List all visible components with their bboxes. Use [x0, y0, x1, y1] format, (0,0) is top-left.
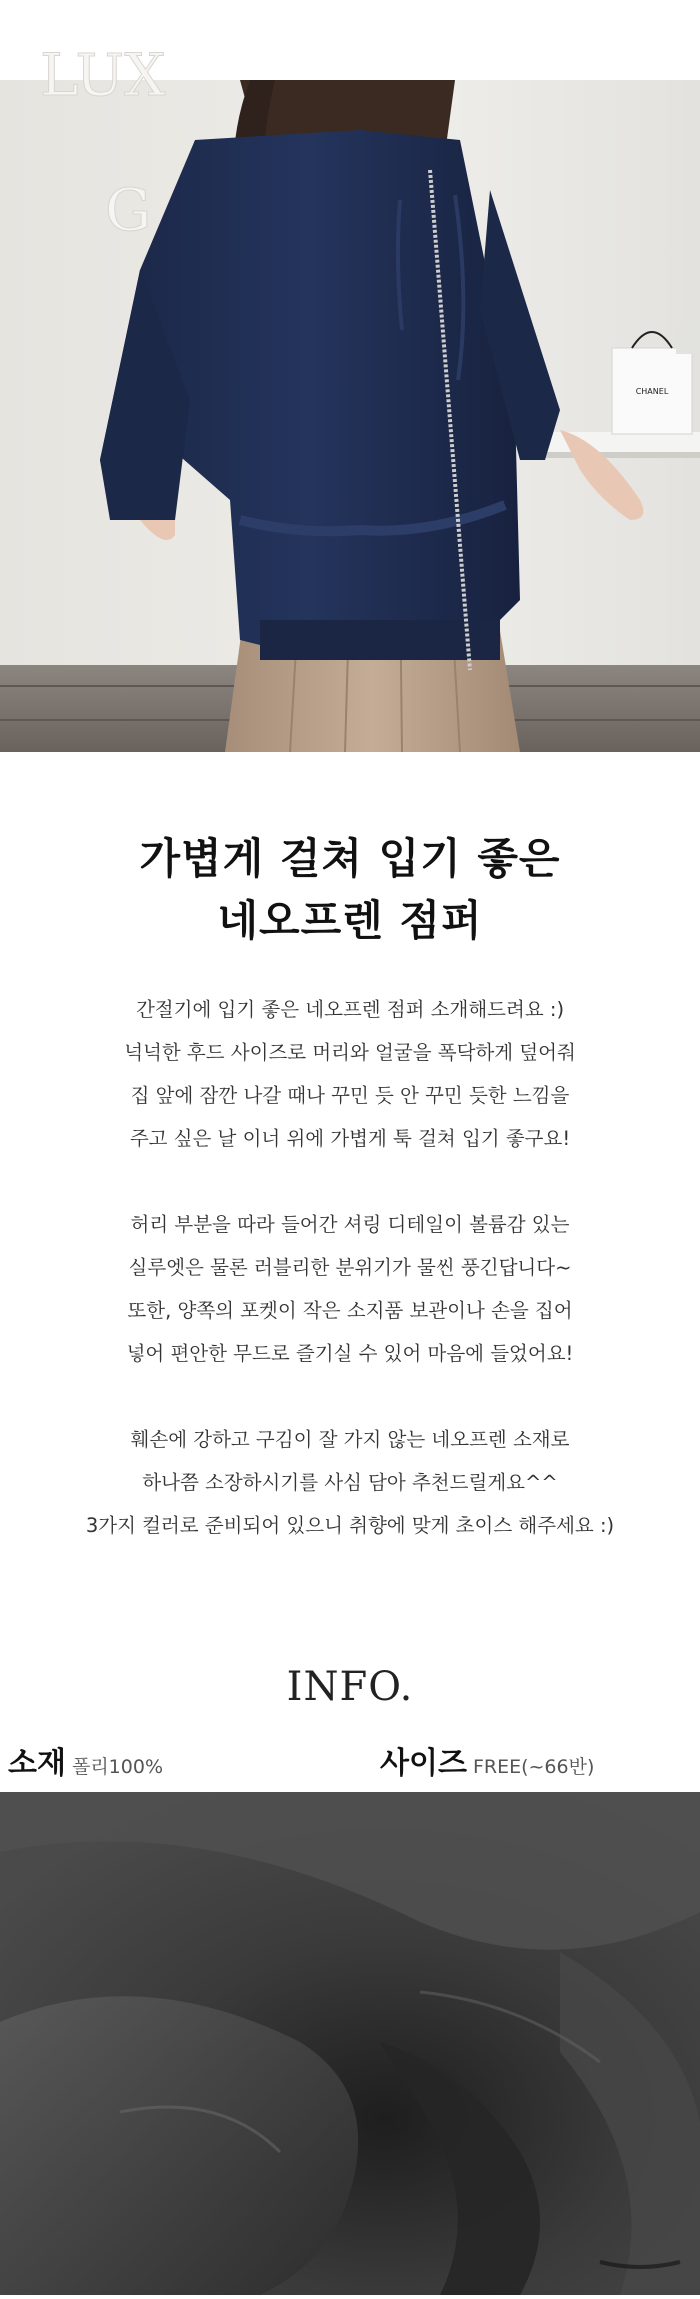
description-line: 훼손에 강하고 구김이 잘 가지 않는 네오프렌 소재로	[130, 1428, 570, 1451]
description-line: 허리 부분을 따라 들어간 셔링 디테일이 볼륨감 있는	[130, 1213, 570, 1236]
title-line: 가볍게 걸쳐 입기 좋은	[139, 834, 561, 883]
size-spec	[380, 1738, 594, 1782]
description-line: 넉넉한 후드 사이즈로 머리와 얼굴을 폭닥하게 덮어줘	[124, 1041, 576, 1064]
description-line: 간절기에 입기 좋은 네오프렌 점퍼 소개해드려요 :)	[135, 998, 565, 1021]
material-value: 폴리100%	[71, 1756, 163, 1778]
size-value: FREE(~66반)	[472, 1756, 595, 1778]
size-label: 사이즈	[380, 1746, 467, 1781]
material-label: 소재	[8, 1746, 66, 1781]
description-paragraph	[0, 1418, 700, 1547]
info-heading: INFO.	[286, 1664, 414, 1710]
description-line: 하나쯤 소장하시기를 사심 담아 추천드릴게요^^	[142, 1471, 558, 1494]
bag-brand: CHANEL	[635, 387, 669, 396]
material-spec	[8, 1738, 163, 1782]
fabric-photo	[0, 1792, 700, 2295]
description-line: 주고 싶은 날 이너 위에 가볍게 툭 걸쳐 입기 좋구요!	[129, 1127, 571, 1150]
product-photo	[0, 41, 700, 752]
description-line: 집 앞에 잠깐 나갈 때나 꾸민 듯 안 꾸민 듯한 느낌을	[130, 1084, 570, 1107]
description-line: 실루엣은 물론 러블리한 분위기가 물씬 풍긴답니다~	[128, 1256, 572, 1279]
description-paragraph	[0, 988, 700, 1160]
description-line: 3가지 컬러로 준비되어 있으니 취향에 맞게 초이스 해주세요 :)	[85, 1514, 615, 1537]
description-line: 넣어 편안한 무드로 즐기실 수 있어 마음에 들었어요!	[126, 1342, 574, 1365]
description-line: 또한, 양쪽의 포켓이 작은 소지품 보관이나 손을 집어	[127, 1299, 573, 1322]
product-title	[0, 828, 700, 952]
title-line: 네오프렌 점퍼	[217, 896, 483, 945]
wall-text: LUX	[40, 41, 166, 109]
wall-text: G	[105, 176, 152, 244]
product-description	[0, 988, 700, 1590]
description-paragraph	[0, 1203, 700, 1375]
